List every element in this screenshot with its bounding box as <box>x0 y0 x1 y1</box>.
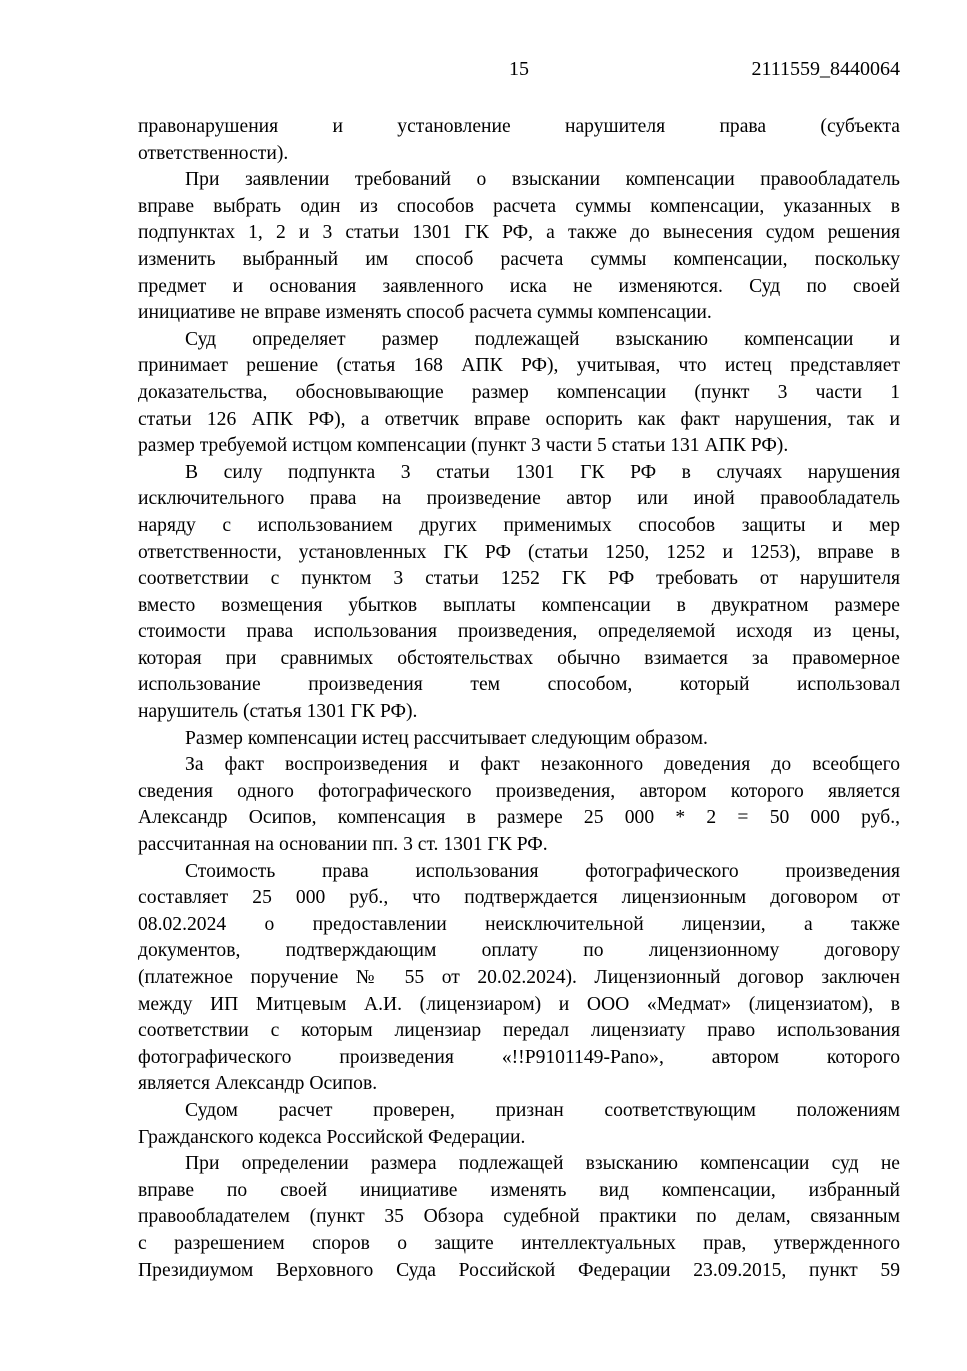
text-line: правообладателем (пункт 35 Обзора судебной практики по делам, связанным <box>138 1206 900 1228</box>
text-line: размер требуемой истцом компенсации (пункт 3 части 5 статьи 131 АПК РФ). <box>138 435 789 457</box>
text-line: ответственности, установленных ГК РФ (статьи 1250, 1252 и 1253), вправе в <box>138 541 900 563</box>
text-line: соответствии с которым лицензиар передал лицензиату право использования <box>138 1020 900 1042</box>
page-number: 15 <box>509 58 529 80</box>
text-line: За факт воспроизведения и факт незаконного доведения до всеобщего <box>185 754 900 776</box>
text-line: исключительного права на произведение автор или иной правообладатель <box>138 488 900 510</box>
paragraph <box>138 1151 900 1284</box>
paragraph <box>138 327 900 460</box>
text-line: предмет и основания заявленного иска не изменяются. Суд по своей <box>138 275 900 297</box>
text-line: правонарушения и установление нарушителя права (субъекта <box>138 116 900 137</box>
text-line: ответственности). <box>138 142 289 164</box>
text-line: с разрешением споров о защите интеллектуальных прав, утвержденного <box>138 1232 900 1254</box>
paragraph <box>138 859 900 1098</box>
paragraph <box>138 1098 900 1151</box>
text-line: составляет 25 000 руб., что подтверждается лицензионным договором от <box>138 887 900 909</box>
text-line: доказательства, обосновывающие размер компенсации (пункт 3 части 1 <box>138 381 900 403</box>
text-line: документов, подтверждающим оплату по лицензионному договору <box>138 940 900 962</box>
text-line: использование произведения тем способом, который использовал <box>138 674 900 696</box>
page-header <box>138 56 900 83</box>
paragraph <box>138 752 900 858</box>
text-line: подпунктах 1, 2 и 3 статьи 1301 ГК РФ, а также до вынесения судом решения <box>138 222 900 244</box>
text-line: между ИП Митцевым А.И. (лицензиаром) и ООО «Медмат» (лицензиатом), в <box>138 993 900 1015</box>
paragraph <box>138 726 900 753</box>
paragraph <box>138 114 900 167</box>
text-line: принимает решение (статья 168 АПК РФ), учитывая, что истец представляет <box>138 355 900 377</box>
text-line: которая при сравнимых обстоятельствах обычно взимается за правомерное <box>138 647 900 669</box>
text-line: рассчитанная на основании пп. 3 ст. 1301 ГК РФ. <box>138 834 548 856</box>
text-line: стоимости права использования произведения, определяемой исходя из цены, <box>138 621 900 643</box>
text-line: статьи 126 АПК РФ), а ответчик вправе оспорить как факт нарушения, так и <box>138 408 900 430</box>
text-line: Суд определяет размер подлежащей взысканию компенсации и <box>185 328 900 350</box>
text-line: наряду с использованием других применимых способов защиты и мер <box>138 514 900 536</box>
text-line: фотографического произведения «!!P9101149-Pano», автором которого <box>138 1046 900 1068</box>
text-line: изменить выбранный им способ расчета суммы компенсации, поскольку <box>138 248 900 270</box>
text-line: При заявлении требований о взыскании компенсации правообладатель <box>185 169 900 191</box>
text-line: сведения одного фотографического произведения, автором которого является <box>138 780 900 802</box>
document-id: 2111559_8440064 <box>751 58 900 80</box>
text-line: Судом расчет проверен, признан соответствующим положениям <box>185 1099 900 1121</box>
paragraph <box>138 167 900 327</box>
text-line: соответствии с пунктом 3 статьи 1252 ГК РФ требовать от нарушителя <box>138 568 900 590</box>
text-line: В силу подпункта 3 статьи 1301 ГК РФ в случаях нарушения <box>185 461 900 483</box>
text-line: Александр Осипов, компенсация в размере 25 000 * 2 = 50 000 руб., <box>138 807 900 829</box>
text-line: Размер компенсации истец рассчитывает следующим образом. <box>185 727 708 749</box>
text-line: вправе по своей инициативе изменять вид компенсации, избранный <box>138 1179 900 1201</box>
paragraph <box>138 460 900 726</box>
text-line: 08.02.2024 о предоставлении неисключительной лицензии, а также <box>138 913 900 935</box>
text-line: Гражданского кодекса Российской Федерации. <box>138 1126 526 1148</box>
text-line: Президиумом Верховного Суда Российской Федерации 23.09.2015, пункт 59 <box>138 1259 900 1281</box>
text-line: вместо возмещения убытков выплаты компенсации в двукратном размере <box>138 594 900 616</box>
text-line: вправе выбрать один из способов расчета суммы компенсации, указанных в <box>138 195 900 217</box>
text-line: является Александр Осипов. <box>138 1073 378 1095</box>
text-line: нарушитель (статья 1301 ГК РФ). <box>138 701 418 723</box>
text-line: (платежное поручение № 55 от 20.02.2024). Лицензионный договор заключен <box>138 967 900 988</box>
text-line: Стоимость права использования фотографического произведения <box>185 860 900 882</box>
document-body <box>138 114 900 1284</box>
text-line: инициативе не вправе изменять способ расчета суммы компенсации. <box>138 302 712 324</box>
text-line: При определении размера подлежащей взысканию компенсации суд не <box>185 1153 900 1175</box>
